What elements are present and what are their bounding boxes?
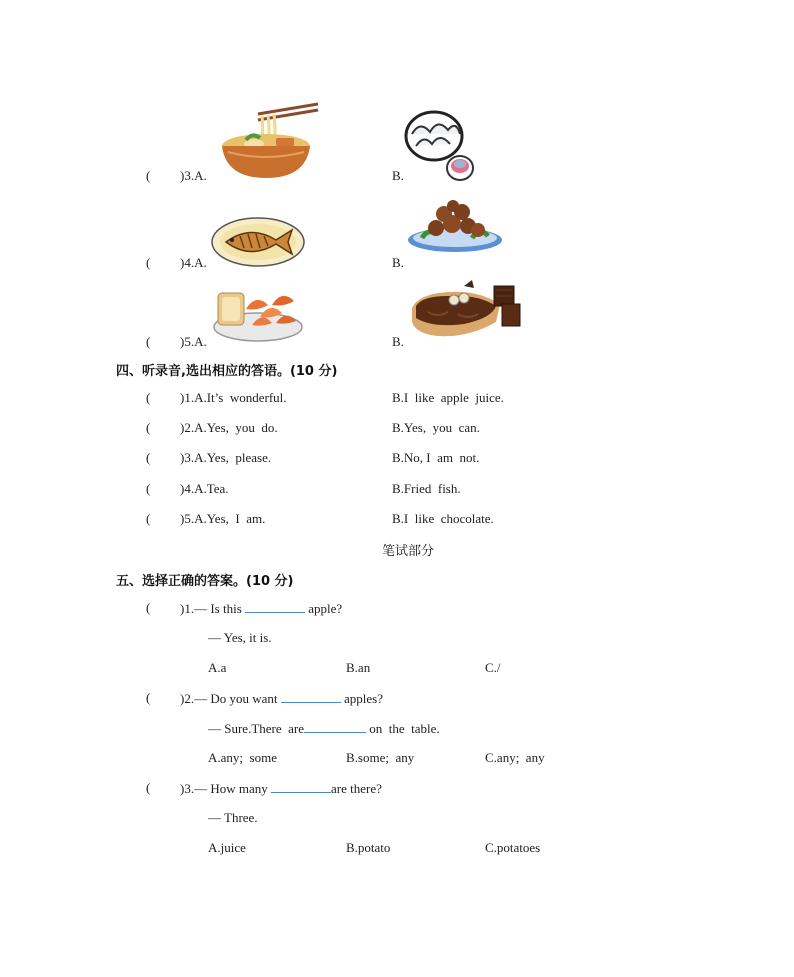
option-b: B.No, I am not. [392,450,480,465]
question-number: )4.A. [180,255,207,270]
fill-blank[interactable] [245,600,305,613]
option-b: B.Fried fish. [392,481,461,496]
question-text: )3.— How many [180,781,271,796]
option-a: )4.A.Tea. [180,481,229,496]
answer-paren[interactable]: ( [146,420,151,435]
question-2-line [180,690,383,707]
option-c: C.potatoes [485,840,541,855]
option-a: A.juice [208,840,246,855]
option-b: B.potato [346,840,391,855]
option-b: B.I like apple juice. [392,390,504,405]
question-text: apple? [305,601,343,616]
option-b: B.I like chocolate. [392,511,494,526]
section-4-title: 四、听录音,选出相应的答语。(10 分) [116,364,338,379]
answer-paren[interactable]: ( [146,390,151,405]
answer-paren[interactable]: ( [146,780,151,795]
option-b-label: B. [392,255,404,270]
option-a: )5.A.Yes, I am. [180,511,266,526]
fish-plate-image [210,216,306,268]
dumplings-plate-image [404,108,476,184]
option-b: B.Yes, you can. [392,420,480,435]
option-a: )3.A.Yes, please. [180,450,272,465]
fill-blank[interactable] [304,720,366,733]
option-b: B.an [346,660,371,675]
question-1-line [180,600,342,617]
answer-paren[interactable]: ( [146,255,151,270]
question-number: )5.A. [180,334,207,349]
answer-paren[interactable]: ( [146,450,151,465]
option-a: A.a [208,660,227,675]
option-b-label: B. [392,334,404,349]
option-c: C./ [485,660,501,675]
fill-blank[interactable] [281,690,341,703]
option-a: )2.A.Yes, you do. [180,420,278,435]
question-text: )1.— Is this [180,601,245,616]
question-text: on the table. [366,721,440,736]
answer-line: — Yes, it is. [208,630,272,645]
answer-paren[interactable]: ( [146,481,151,496]
option-c: C.any; any [485,750,545,765]
question-text: are there? [331,781,382,796]
answer-paren[interactable]: ( [146,690,151,705]
question-2-line-2 [208,720,440,737]
chocolate-cake-image [408,278,524,344]
answer-paren[interactable]: ( [146,600,151,615]
fill-blank[interactable] [271,780,331,793]
option-a: )1.A.It’s wonderful. [180,390,287,405]
question-3-line [180,780,382,797]
answer-line: — Three. [208,810,258,825]
question-text: apples? [340,691,383,706]
question-number: )3.A. [180,168,207,183]
written-part-heading: 笔试部分 [382,544,435,559]
answer-paren[interactable]: ( [146,168,151,183]
section-5-title: 五、选择正确的答案。(10 分) [116,574,294,589]
question-text: )2.— Do you want [180,691,281,706]
option-b-label: B. [392,168,404,183]
option-b: B.some; any [346,750,415,765]
bread-shrimp-plate-image [212,283,304,345]
meatballs-plate-image [406,198,504,256]
question-text: — Sure.There are [208,721,305,736]
answer-paren[interactable]: ( [146,511,151,526]
noodles-bowl-image [218,100,322,182]
answer-paren[interactable]: ( [146,334,151,349]
option-a: A.any; some [208,750,277,765]
